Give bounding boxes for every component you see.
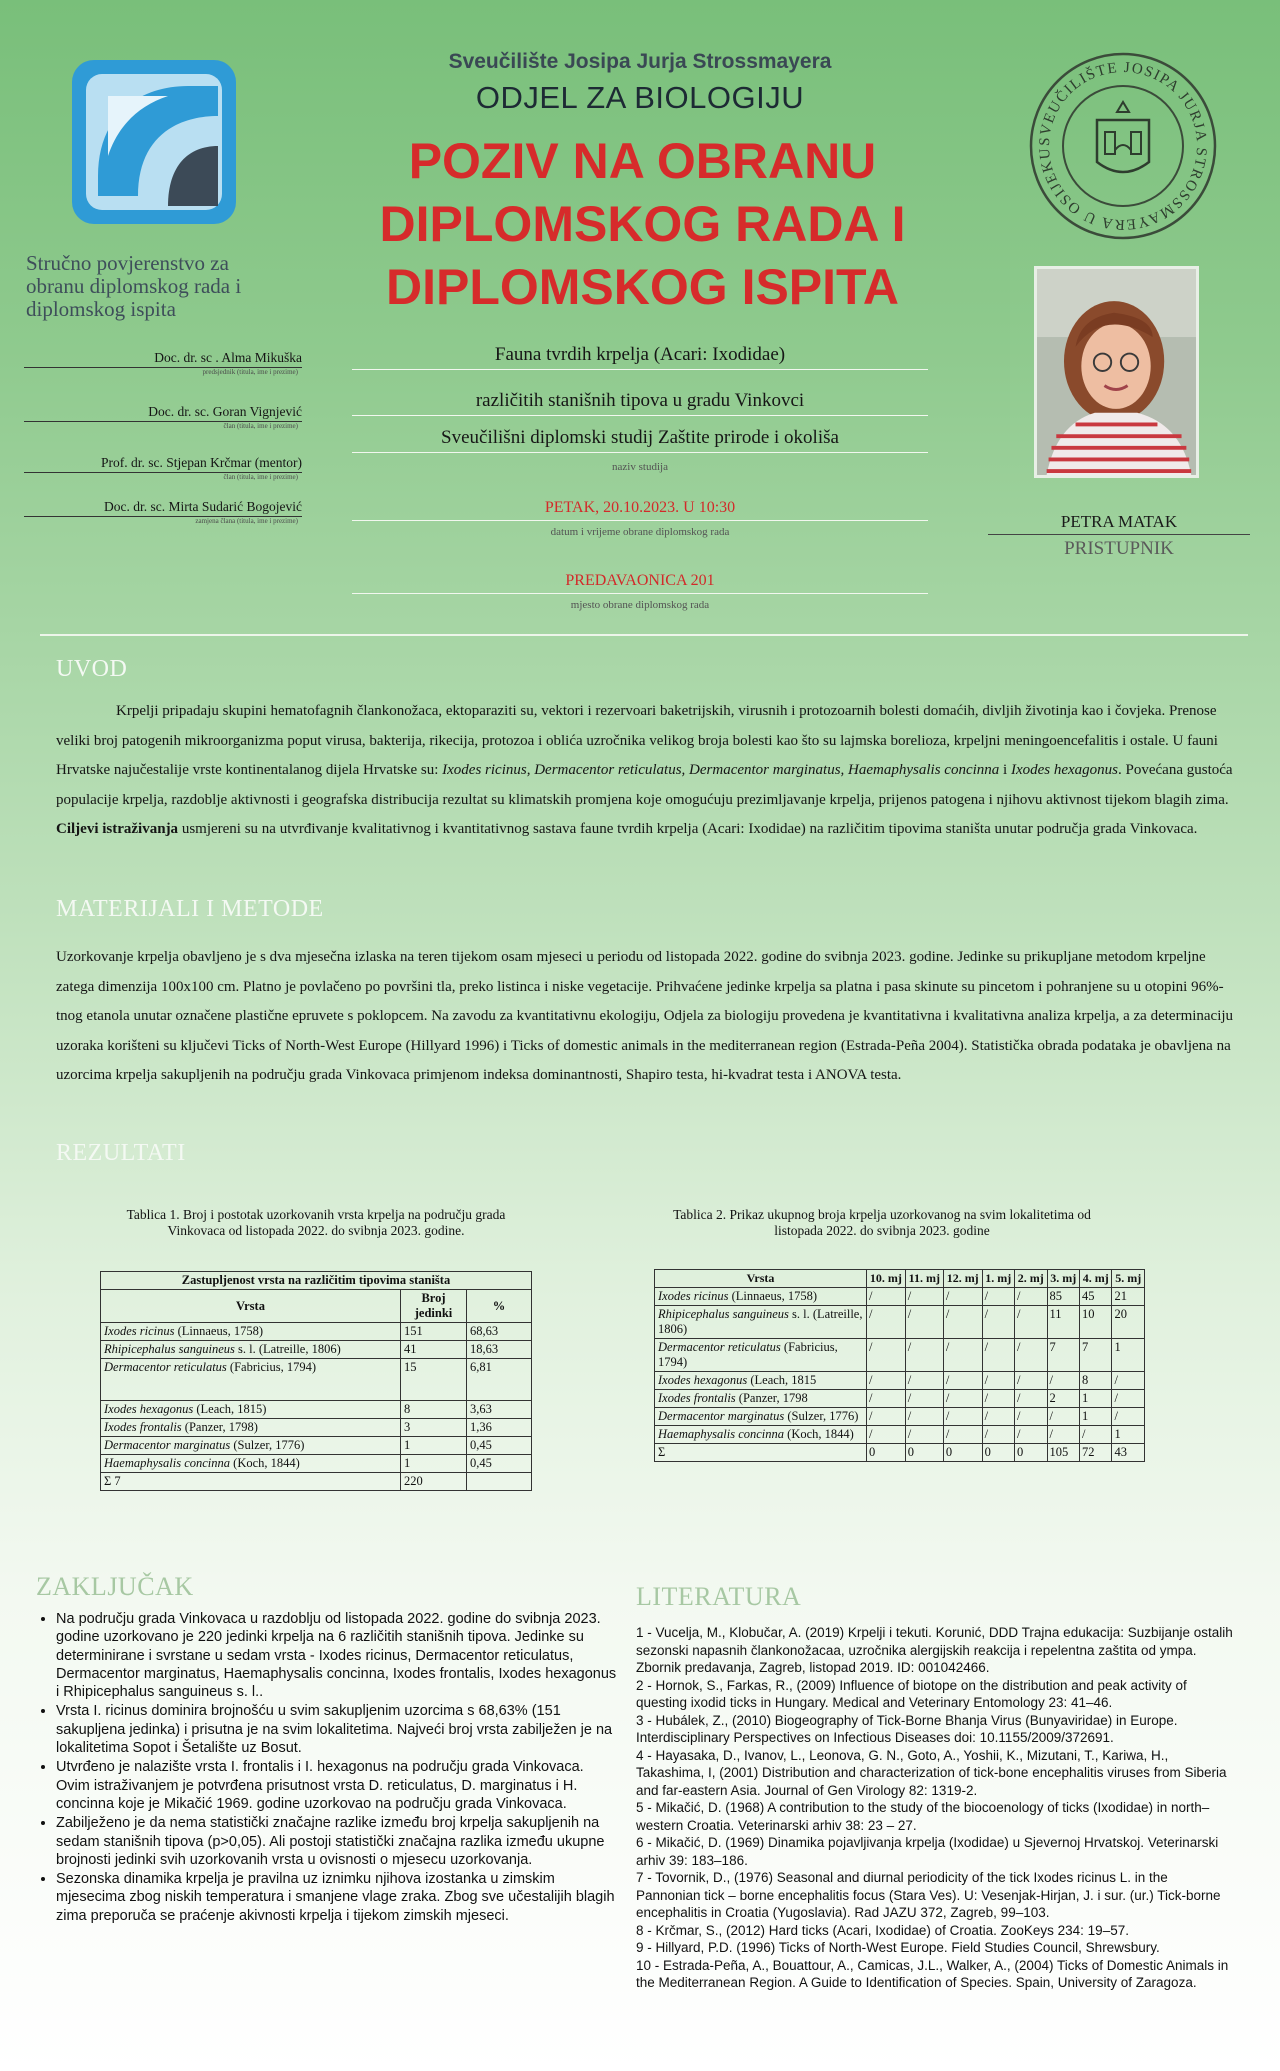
species: Rhipicephalus sanguineus bbox=[104, 1342, 235, 1356]
month-header: 4. mj bbox=[1079, 1270, 1111, 1288]
total-count: 220 bbox=[401, 1473, 467, 1491]
table-row bbox=[101, 1359, 532, 1401]
value-cell: / bbox=[1112, 1408, 1145, 1426]
total-row bbox=[101, 1473, 532, 1491]
species: Ixodes frontalis bbox=[104, 1420, 182, 1434]
value-cell: / bbox=[1015, 1339, 1047, 1372]
count-cell: 15 bbox=[401, 1359, 467, 1401]
university-name: Sveučilište Josipa Jurja Strossmayera bbox=[448, 50, 832, 73]
value-cell: / bbox=[982, 1426, 1014, 1444]
total-cell: 72 bbox=[1079, 1444, 1111, 1462]
value-cell: / bbox=[1015, 1408, 1047, 1426]
value-cell: / bbox=[867, 1408, 906, 1426]
title-line: POZIV NA OBRANU bbox=[408, 133, 877, 189]
percent-cell: 3,63 bbox=[467, 1401, 532, 1419]
value-cell: / bbox=[1015, 1372, 1047, 1390]
species: Haemaphysalis concinna bbox=[104, 1456, 231, 1470]
reference-item: 7 - Tovornik, D., (1976) Seasonal and diurnal periodicity of the tick Ixodes ricinus L. in the Pannonian tick – borne encephalitis focus (Stara Ves). U: Vesenjak-Hirjan, J. i sur. (ur.) Tick-borne encephalitis in Croatia (Yugoslavia). Rad JAZU 372, Zagreb, 99–103. bbox=[636, 1870, 1221, 1920]
table-row bbox=[101, 1419, 532, 1437]
total-cell: 43 bbox=[1112, 1444, 1145, 1462]
species: Ixodes hexagonus bbox=[658, 1373, 748, 1387]
value-cell: 21 bbox=[1112, 1288, 1145, 1306]
value-cell: / bbox=[867, 1306, 906, 1339]
reference-item: 3 - Hubálek, Z., (2010) Biogeography of Tick-Borne Bhanja Virus (Bunyaviridae) in Europe. Interdisciplinary Perspectives on Infectious Diseases doi: 10.1155/2009/372691. bbox=[636, 1712, 1178, 1745]
total-cell: 0 bbox=[943, 1444, 982, 1462]
study-caption: naziv studija bbox=[612, 461, 668, 473]
value-cell: / bbox=[982, 1390, 1014, 1408]
table-row bbox=[655, 1426, 1145, 1444]
value-cell: 8 bbox=[1079, 1372, 1111, 1390]
reference-item: 10 - Estrada-Peña, A., Bouattour, A., Camicas, J.L., Walker, A., (2004) Ticks of Domestic Animals in the Mediterranean Region. A Guide to Identification of Species. Spain, University of Zaragoza. bbox=[636, 1957, 1229, 1990]
reference-item: 1 - Vucelja, M., Klobučar, A. (2019) Krpelji i tekuti. Korunić, DDD Trajna edukacija: Suzbijanje ostalih sezonski napasnih člankonožacaa, uzročnika alergijskih reakcija i repelentna zaštita od ympa. Zbornik predavanja, Zagreb, listopad 2019. ID: 001042466. bbox=[636, 1625, 1233, 1675]
value-cell: / bbox=[867, 1339, 906, 1372]
member-name: Doc. dr. sc . Alma Mikuška bbox=[24, 350, 302, 368]
percent-cell: 0,45 bbox=[467, 1437, 532, 1455]
study-program: Sveučilišni diplomski studij Zaštite prirode i okoliša bbox=[352, 427, 928, 453]
member-caption: predsjednik (titula, ime i prezime) bbox=[202, 368, 298, 376]
table-heading: Zastupljenost vrsta na različitim tipovima staništa bbox=[101, 1272, 532, 1290]
reference-item: 5 - Mikačić, D. (1968) A contribution to the study of the biocoenology of ticks (Ixodidae) in north– western Croatia. Veterinarski arhiv 38: 23 – 27. bbox=[636, 1800, 1210, 1833]
methods-text: Uzorkovanje krpelja obavljeno je s dva mjesečna izlaska na teren tijekom osam mjeseci u periodu od listopada 2022. godine do svibnja 2023. godine. Jedinke su prikupljane metodom krpeljne zatega dimenzija 100x100 cm. Platno je povlačeno po površini tla, preko listinca i niske vegetacije. Prihvaćene jedinke krpelja sa platna i pasa skinute su pincetom i pohranjene su u otopini 96%-tnog etanola unutar označene plastične epruvete s poklopcem. Na zavodu za kvantitativnu ekologiju, Odjela za biologiju provedena je kvantitativna i kvalitativna analiza krpelja, a za determinaciju uzoraka korišteni su ključevi Ticks of North-West Europe (Hillyard 1996) i Ticks of domestic animals in the mediterranean region (Estrada-Peña 2004). Statistička obrada podataka je obavljena na uzorcima krpelja sakupljenih na području grada Vinkovaca primjenom indeksa dominantnosti, Shapiro testa, hi-kvadrat testa i ANOVA testa. bbox=[56, 949, 1234, 1083]
title-line: DIPLOMSKOG ISPITA bbox=[386, 259, 899, 315]
value-cell: / bbox=[982, 1372, 1014, 1390]
species: Haemaphysalis concinna bbox=[658, 1427, 785, 1441]
reference-item: 4 - Hayasaka, D., Ivanov, L., Leonova, G. N., Goto, A., Yoshii, K., Mizutani, T., Kariwa, H., Takashima, I, (2001) Distribution and characterization of tick-bone encephalitis viruses from Siberia and far-eastern Asia. Journal of Gen Virology 82: 1319-2. bbox=[636, 1747, 1227, 1798]
conclusion-item: • Na području grada Vinkovaca u razdoblju od listopada 2022. godine do svibnja 2023. godine uzorkovano je 220 jedinki krpelja na 6 različitih stanišnih tipova. Jedinke su determinirane i svrstane u sedam vrsta - Ixodes ricinus, Dermacentor reticulatus, Dermacentor marginatus, Haemaphysalis concinna, Ixodes frontalis, Ixodes hexagonus i Rhipicephalus sanguineus s. l.. bbox=[56, 1610, 618, 1701]
total-cell: 0 bbox=[1015, 1444, 1047, 1462]
value-cell: / bbox=[943, 1288, 982, 1306]
thesis-title-line-2: različitih stanišnih tipova u gradu Vinkovci bbox=[352, 390, 928, 416]
table-row bbox=[655, 1288, 1145, 1306]
committee-member bbox=[24, 455, 302, 481]
reference-item: 6 - Mikačić, D. (1969) Dinamika pojavljivanja krpelja (Ixodidae) u Sjevernoj Hrvatskoj. Veterinarski arhiv 39: 183–186. bbox=[636, 1835, 1219, 1868]
count-cell: 41 bbox=[401, 1341, 467, 1359]
place-caption: mjesto obrane diplomskog rada bbox=[570, 599, 710, 611]
value-cell: / bbox=[943, 1390, 982, 1408]
value-cell: 10 bbox=[1079, 1306, 1111, 1339]
species: Ixodes frontalis bbox=[658, 1391, 736, 1405]
value-cell: 1 bbox=[1112, 1339, 1145, 1372]
total-label: Σ bbox=[655, 1444, 867, 1462]
conclusion-item: • Vrsta I. ricinus dominira brojnošću u svim sakupljenim uzorcima s 68,63% (151 sakupljena jedinka) i prisutna je na svim lokalitetima. Najveći broj vrsta zabilježen je na lokalitetima Sopot i Šetalište uz Bosut. bbox=[56, 1702, 618, 1757]
species: Dermacentor reticulatus bbox=[104, 1360, 227, 1374]
university-seal-icon bbox=[1027, 50, 1219, 242]
results-heading: REZULTATI bbox=[56, 1140, 186, 1166]
invitation-title bbox=[330, 130, 955, 319]
intro-text-part: usmjereni su na utvrđivanje kvalitativnog i kvantitativnog sastava faune tvrdih krpelja (Acari: Ixodidae) na različitim tipovima staništa unutar područja grada Vinkovaca. bbox=[178, 821, 1198, 837]
value-cell: / bbox=[1112, 1372, 1145, 1390]
value-cell: / bbox=[905, 1372, 943, 1390]
authority: (Fabricius, 1794) bbox=[226, 1360, 317, 1374]
intro-heading: UVOD bbox=[56, 656, 128, 682]
member-caption: član (titula, ime i prezime) bbox=[223, 422, 298, 430]
reference-item: 9 - Hillyard, P.D. (1996) Ticks of North-West Europe. Field Studies Council, Shrewsbury. bbox=[636, 1940, 1160, 1955]
title-line: DIPLOMSKOG RADA I bbox=[379, 196, 906, 252]
total-label: Σ 7 bbox=[101, 1473, 401, 1491]
intro-text bbox=[56, 697, 1236, 845]
candidate-photo bbox=[1034, 266, 1199, 478]
value-cell: / bbox=[905, 1339, 943, 1372]
intro-text-part: . Povećana gustoća populacije krpelja, razdoblje aktivnosti i geografska distribucija rezultat su klimatskih promjena koje omogućuju prezimljavanje krpelja, prijenos patogena i njihovu aktivnost tijekom blagih zima. bbox=[56, 762, 1233, 808]
member-caption: zamjena člana (titula, ime i prezime) bbox=[195, 517, 298, 525]
member-name: Doc. dr. sc. Goran Vignjević bbox=[24, 404, 302, 422]
table-row bbox=[101, 1455, 532, 1473]
value-cell: / bbox=[867, 1390, 906, 1408]
authority: (Sulzer, 1776) bbox=[230, 1438, 305, 1452]
value-cell: / bbox=[1015, 1390, 1047, 1408]
conclusion-item: • Utvrđeno je nalazište vrsta I. frontalis i I. hexagonus na području grada Vinkovaca. Ovim istraživanjem je potvrđena prisutnost vrsta D. reticulatus, D. marginatus i H. concinna koje je Mikačić 1969. godine uzorkovao na području grada Vinkovaca. bbox=[56, 1758, 618, 1813]
goals-label: Ciljevi istraživanja bbox=[56, 821, 179, 837]
table-row bbox=[655, 1390, 1145, 1408]
percent-cell: 0,45 bbox=[467, 1455, 532, 1473]
conclusion-list bbox=[36, 1610, 618, 1926]
value-cell: 1 bbox=[1112, 1426, 1145, 1444]
species-share-table bbox=[100, 1271, 532, 1491]
authority: (Koch, 1844) bbox=[230, 1456, 300, 1470]
value-cell: / bbox=[943, 1426, 982, 1444]
species: Ixodes ricinus bbox=[104, 1324, 175, 1338]
literature-heading: LITERATURA bbox=[636, 1582, 802, 1611]
committee-title: Stručno povjerenstvo za obranu diplomskog rada i diplomskog ispita bbox=[26, 251, 242, 321]
methods-heading: MATERIJALI I METODE bbox=[56, 896, 324, 922]
col-header: Broj jedinki bbox=[401, 1290, 467, 1323]
table-row bbox=[655, 1306, 1145, 1339]
value-cell: 7 bbox=[1047, 1339, 1079, 1372]
value-cell: / bbox=[905, 1426, 943, 1444]
total-cell: 0 bbox=[982, 1444, 1014, 1462]
table1-caption: Tablica 1. Broj i postotak uzorkovanih vrsta krpelja na području grada Vinkovaca od listopada 2022. do svibnja 2023. godine. bbox=[126, 1207, 506, 1238]
value-cell: / bbox=[982, 1288, 1014, 1306]
authority: (Linnaeus, 1758) bbox=[174, 1324, 264, 1338]
value-cell: 7 bbox=[1079, 1339, 1111, 1372]
intro-species: Ixodes ricinus, Dermacentor reticulatus, Dermacentor marginatus, Haemaphysalis concinna bbox=[442, 762, 1000, 778]
authority: (Panzer, 1798 bbox=[735, 1391, 808, 1405]
value-cell: / bbox=[905, 1408, 943, 1426]
table-row bbox=[655, 1408, 1145, 1426]
count-cell: 8 bbox=[401, 1401, 467, 1419]
total-cell: 105 bbox=[1047, 1444, 1079, 1462]
value-cell: / bbox=[1079, 1426, 1111, 1444]
table2-caption: Tablica 2. Prikaz ukupnog broja krpelja uzorkovanog na svim lokalitetima od listopada 2022. do svibnja 2023. godine bbox=[673, 1207, 1091, 1238]
conclusion-item: • Sezonska dinamika krpelja je pravilna uz iznimku njihova izostanka u zimskim mjesecima zbog niskih temperatura i smanjene vlage zraka. Zbog sve učestalijih blagih zima preporuča se praćenje akivnosti krpelja i tijekom zimskih mjeseci. bbox=[56, 1870, 618, 1925]
reference-item: 8 - Krčmar, S., (2012) Hard ticks (Acari, Ixodidae) of Croatia. ZooKeys 234: 19–57. bbox=[636, 1922, 1129, 1938]
value-cell: / bbox=[905, 1390, 943, 1408]
value-cell: / bbox=[943, 1408, 982, 1426]
empty-cell bbox=[467, 1473, 532, 1491]
col-header: Vrsta bbox=[101, 1290, 401, 1323]
col-header: % bbox=[467, 1290, 532, 1323]
value-cell: 85 bbox=[1047, 1288, 1079, 1306]
literature-list bbox=[636, 1624, 1236, 1992]
authority: s. l. (Latreille, 1806) bbox=[658, 1307, 863, 1336]
value-cell: / bbox=[1047, 1426, 1079, 1444]
value-cell: / bbox=[1015, 1288, 1047, 1306]
table-row bbox=[101, 1437, 532, 1455]
committee-member bbox=[24, 499, 302, 525]
value-cell: / bbox=[982, 1306, 1014, 1339]
authority: (Fabricius, 1794) bbox=[658, 1340, 838, 1369]
percent-cell: 1,36 bbox=[467, 1419, 532, 1437]
count-cell: 151 bbox=[401, 1323, 467, 1341]
member-name: Prof. dr. sc. Stjepan Krčmar (mentor) bbox=[24, 455, 302, 473]
monthly-count-table bbox=[654, 1269, 1145, 1462]
intro-species: Ixodes hexagonus bbox=[1010, 762, 1119, 778]
intro-text-part: i bbox=[999, 762, 1011, 778]
total-cell: 0 bbox=[867, 1444, 906, 1462]
value-cell: 1 bbox=[1079, 1390, 1111, 1408]
month-header: 2. mj bbox=[1015, 1270, 1047, 1288]
count-cell: 1 bbox=[401, 1437, 467, 1455]
month-header: 5. mj bbox=[1112, 1270, 1145, 1288]
datetime-caption: datum i vrijeme obrane diplomskog rada bbox=[550, 526, 730, 538]
section-divider bbox=[40, 634, 1248, 636]
authority: (Sulzer, 1776) bbox=[784, 1409, 859, 1423]
value-cell: / bbox=[982, 1339, 1014, 1372]
value-cell: / bbox=[943, 1339, 982, 1372]
table-row bbox=[655, 1339, 1145, 1372]
table-row bbox=[655, 1372, 1145, 1390]
species: Ixodes hexagonus bbox=[104, 1402, 194, 1416]
percent-cell: 18,63 bbox=[467, 1341, 532, 1359]
value-cell: / bbox=[1047, 1408, 1079, 1426]
count-cell: 1 bbox=[401, 1455, 467, 1473]
value-cell: / bbox=[1047, 1372, 1079, 1390]
percent-cell: 68,63 bbox=[467, 1323, 532, 1341]
month-header: 10. mj bbox=[867, 1270, 906, 1288]
department-logo-icon bbox=[68, 56, 240, 228]
defense-place: PREDAVAONICA 201 bbox=[352, 572, 928, 594]
member-name: Doc. dr. sc. Mirta Sudarić Bogojević bbox=[24, 499, 302, 517]
value-cell: / bbox=[905, 1306, 943, 1339]
committee-member bbox=[24, 404, 302, 430]
department-name: ODJEL ZA BIOLOGIJU bbox=[475, 80, 805, 115]
value-cell: / bbox=[943, 1306, 982, 1339]
month-header: 3. mj bbox=[1047, 1270, 1079, 1288]
total-row bbox=[655, 1444, 1145, 1462]
month-header: 1. mj bbox=[982, 1270, 1014, 1288]
table-row bbox=[101, 1401, 532, 1419]
count-cell: 3 bbox=[401, 1419, 467, 1437]
table-row bbox=[101, 1323, 532, 1341]
intro-text-part: Krpelji pripadaju skupini hematofagnih člankonožaca, ektoparaziti su, vektori i rezervoari baketrijskih, virusnih i protozoarnih bolesti domaćih, divljih životinja kao i čovjeka. Prenose veliki broj patogenih mikroorganizma poput virusa, bakterija, rikecija, protozoa i oblića uzročnika velikog broja bolesti kao što su lajmska borelioza, krpeljni meningoencefalitis i ostale. U fauni Hrvatske najučestalije vrste kontinentalanog dijela Hrvatske su: bbox=[56, 703, 1218, 778]
value-cell: / bbox=[982, 1408, 1014, 1426]
value-cell: / bbox=[867, 1372, 906, 1390]
conclusion-heading: ZAKLJUČAK bbox=[36, 1572, 194, 1601]
month-header: 12. mj bbox=[943, 1270, 982, 1288]
value-cell: 1 bbox=[1079, 1408, 1111, 1426]
authority: (Leach, 1815) bbox=[193, 1402, 267, 1416]
value-cell: / bbox=[1015, 1306, 1047, 1339]
value-cell: / bbox=[905, 1288, 943, 1306]
value-cell: 20 bbox=[1112, 1306, 1145, 1339]
species: Dermacentor marginatus bbox=[104, 1438, 231, 1452]
value-cell: / bbox=[1112, 1390, 1145, 1408]
authority: (Panzer, 1798) bbox=[181, 1420, 258, 1434]
member-caption: član (titula, ime i prezime) bbox=[223, 473, 298, 481]
reference-item: 2 - Hornok, S., Farkas, R., (2009) Influence of biotope on the distribution and peak activity of questing ixodid ticks in Hungary. Medical and Veterinary Entomology 23: 41–46. bbox=[636, 1677, 1187, 1710]
col-header: Vrsta bbox=[655, 1270, 867, 1288]
authority: (Koch, 1844) bbox=[784, 1427, 854, 1441]
value-cell: / bbox=[1015, 1426, 1047, 1444]
month-header: 11. mj bbox=[905, 1270, 943, 1288]
table-row bbox=[101, 1341, 532, 1359]
committee-member bbox=[24, 350, 302, 376]
value-cell: 45 bbox=[1079, 1288, 1111, 1306]
species: Dermacentor marginatus bbox=[658, 1409, 785, 1423]
value-cell: 11 bbox=[1047, 1306, 1079, 1339]
value-cell: / bbox=[867, 1426, 906, 1444]
authority: s. l. (Latreille, 1806) bbox=[234, 1342, 341, 1356]
authority: (Linnaeus, 1758) bbox=[728, 1289, 818, 1303]
conclusion-item: • Zabilježeno je da nema statistički značajne razlike između broj krpelja sakupljenih na sedam stanišnih tipova (p>0,05). Ali postoji statistički značajna razlika između ukupne brojnosti jedinki svih uzorkovanih vrsta u ovisnosti o mjesecu uzorkovanja. bbox=[56, 1814, 618, 1869]
defense-datetime: PETAK, 20.10.2023. U 10:30 bbox=[352, 499, 928, 521]
value-cell: 2 bbox=[1047, 1390, 1079, 1408]
candidate-name: PETRA MATAK bbox=[988, 512, 1250, 535]
authority: (Leach, 1815 bbox=[747, 1373, 817, 1387]
candidate-caption: PRISTUPNIK bbox=[1064, 538, 1174, 559]
species: Ixodes ricinus bbox=[658, 1289, 729, 1303]
percent-cell: 6,81 bbox=[467, 1359, 532, 1401]
species: Rhipicephalus sanguineus bbox=[658, 1307, 789, 1321]
species: Dermacentor reticulatus bbox=[658, 1340, 781, 1354]
value-cell: / bbox=[867, 1288, 906, 1306]
value-cell: / bbox=[943, 1372, 982, 1390]
seal-text: SVEUČILIŠTE JOSIPA JURJA STROSSMAYERA U OSIJEKU bbox=[1036, 59, 1210, 233]
total-cell: 0 bbox=[905, 1444, 943, 1462]
thesis-title-line-1: Fauna tvrdih krpelja (Acari: Ixodidae) bbox=[352, 344, 928, 370]
